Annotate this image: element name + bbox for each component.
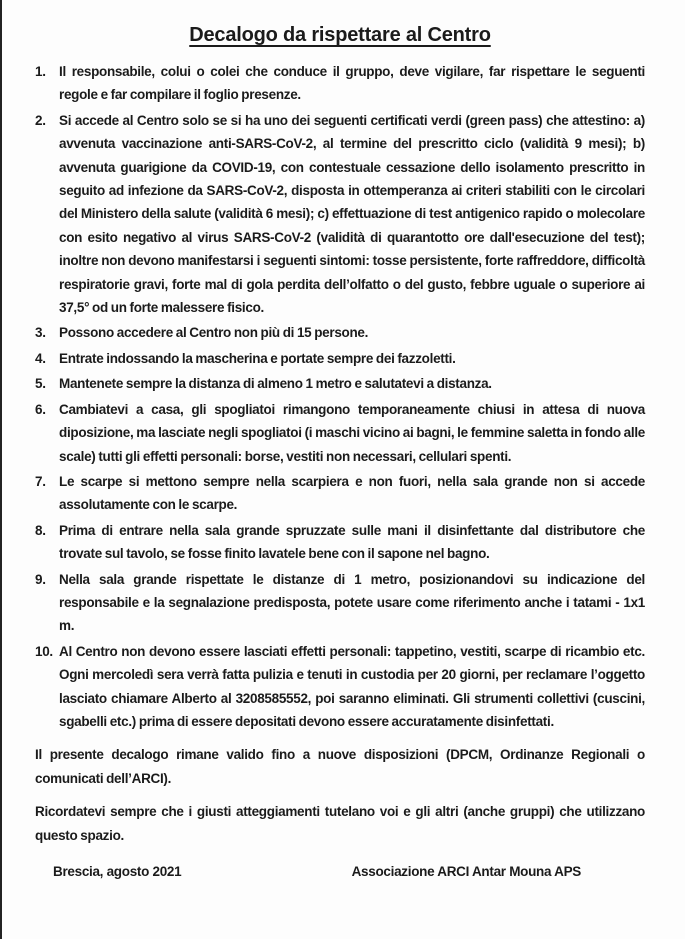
rule-text: Il responsabile, colui o colei che conduce il gruppo, deve vigilare, far rispettare le seguenti regole e far compilare il foglio presenze. (59, 64, 645, 103)
footer-place-date: Brescia, agosto 2021 (53, 864, 182, 879)
rule-text: Prima di entrare nella sala grande spruzzate sulle mani il disinfettante dal distributore che trovate sul tavolo, se fosse finito lavatele bene con il sapone nel bagno. (59, 522, 645, 562)
rule-text: Possono accedere al Centro non più di 15 persone. (59, 325, 369, 341)
rule-text: Le scarpe si mettono sempre nella scarpiera e non fuori, nella sala grande non si accede assolutamente con le scarpe. (59, 473, 645, 513)
footer-row (35, 860, 645, 883)
page-title: Decalogo da rispettare al Centro (189, 24, 491, 46)
rule-item-1 (35, 60, 645, 107)
rule-text: Entrate indossando la mascherina e portate sempre dei fazzoletti. (59, 350, 456, 366)
rule-text: Si accede al Centro solo se si ha uno dei seguenti certificati verdi (green pass) che attestino: a) avvenuta vaccinazione anti-SARS-CoV-2, al termine del prescritto ciclo (validità 9 mesi); b) avvenuta guarigione da COVID-19, con contestuale cessazione dello isolamento prescritto in seguito ad infezione da SARS-CoV-2, disposta in ottemperanza ai criteri stabiliti con le circolari del Ministero della salute (validità 6 mesi); c) effettuazione di test antigenico rapido o molecolare con esito negativo al virus SARS-CoV-2 (validità di quarantotto ore dall'esecuzione del test); inoltre non devono manifestarsi i seguenti sintomi: tosse persistente, forte raffreddore, difficoltà respiratorie gravi, forte mal di gola perdita dell’olfatto o del gusto, febbre uguale o superiore ai 37,5° od un forte malessere fisico. (59, 112, 645, 316)
rule-item-3 (35, 321, 645, 344)
footer-signature: Associazione ARCI Antar Mouna APS (351, 864, 581, 879)
rule-number: 1. (35, 64, 46, 79)
rules-list (35, 60, 645, 733)
rule-number: 4. (35, 350, 46, 366)
rule-item-2 (35, 109, 645, 320)
closing-paragraph-reminder: Ricordatevi sempre che i giusti atteggiamenti tutelano voi e gli altri (anche gruppi) che utilizzano questo spazio. (35, 804, 645, 843)
rule-number: 5. (35, 376, 46, 392)
rule-text: Nella sala grande rispettate le distanze di 1 metro, posizionandovi su indicazione del responsabile e la segnalazione predisposta, potete usare come riferimento anche i tatami - 1x1 m. (59, 571, 645, 634)
rule-number: 6. (35, 401, 46, 417)
rule-number: 10. (35, 643, 53, 659)
closing-paragraph-validity: Il presente decalogo rimane valido fino a nuove disposizioni (DPCM, Ordinanze Regionali o comunicati dell’ARCI). (35, 747, 645, 786)
rule-text: Al Centro non devono essere lasciati effetti personali: tappetino, vestiti, scarpe di ricambio etc. Ogni mercoledì sera verrà fatta pulizia e tenuti in custodia per 20 giorni, per reclamare l’oggetto lasciato chiamare Alberto al 3208585552, poi saranno eliminati. Gli strumenti collettivi (cuscini, sgabelli etc.) prima di essere depositati devono essere accuratamente disinfettati. (59, 643, 645, 729)
rule-item-9 (35, 568, 645, 638)
rule-text: Cambiatevi a casa, gli spogliatoi rimangono temporaneamente chiusi in attesa di nuova diposizione, ma lasciate negli spogliatoi (i maschi vicino ai bagni, le femmine saletta in fondo alle scale) tutti gli effetti personali: borse, vestiti non necessari, cellulari spenti. (59, 401, 645, 464)
rule-number: 9. (35, 571, 46, 587)
rule-item-8 (35, 519, 645, 566)
rule-number: 3. (35, 325, 46, 341)
rule-text: Mantenete sempre la distanza di almeno 1 metro e salutatevi a distanza. (59, 376, 492, 392)
rule-item-5 (35, 372, 645, 395)
rule-item-7 (35, 470, 645, 517)
rule-number: 2. (35, 112, 46, 128)
rule-item-4 (35, 347, 645, 370)
rule-item-6 (35, 398, 645, 468)
rule-number: 8. (35, 522, 46, 538)
rule-item-10 (35, 640, 645, 734)
rule-number: 7. (35, 473, 46, 489)
